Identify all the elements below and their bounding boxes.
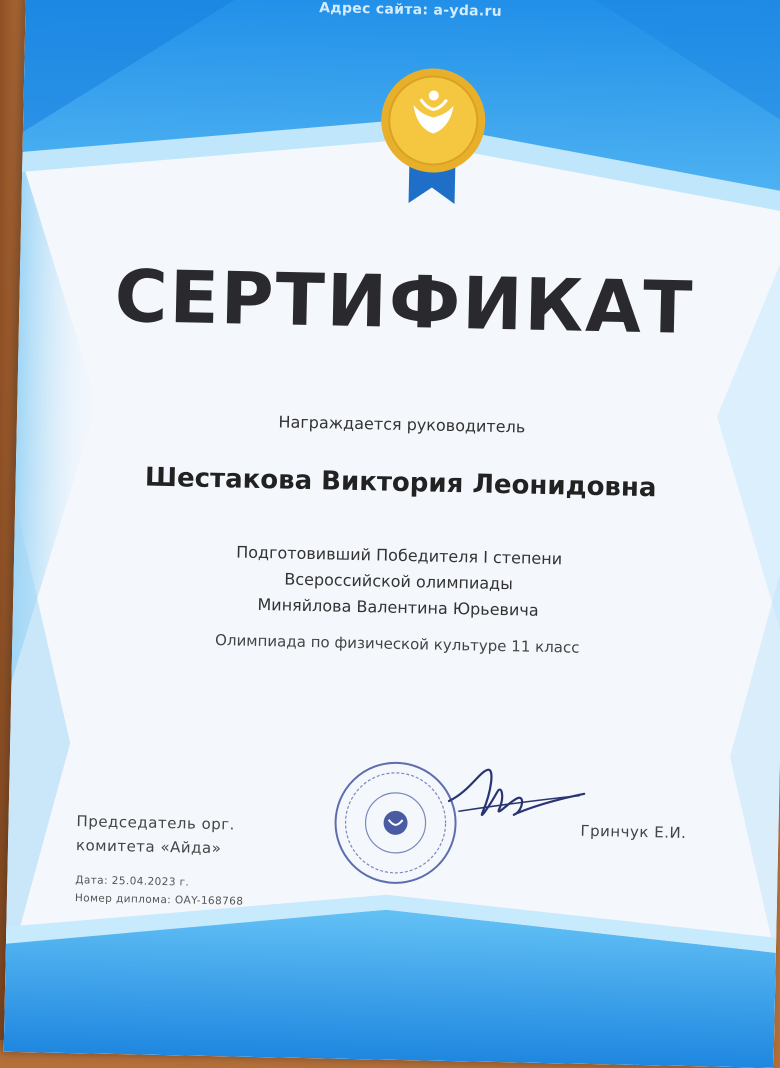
gold-medal-icon — [367, 64, 500, 207]
description-line: Миняйлова Валентина Юрьевича — [257, 594, 539, 620]
site-url-label: Адрес сайта: a-yda.ru — [319, 0, 503, 20]
certificate-sheet — [4, 0, 780, 1068]
recipient-name: Шестакова Виктория Леонидовна — [144, 462, 657, 504]
certificate-title: СЕРТИФИКАТ — [113, 253, 696, 350]
handwritten-signature — [438, 761, 589, 834]
diploma-number: Номер диплома: ОАY-168768 — [74, 892, 244, 908]
chair-title-line: Председатель орг. — [76, 812, 236, 834]
description-line: Всероссийской олимпиады — [284, 569, 514, 594]
chair-title — [76, 809, 235, 860]
signer-name: Гринчук Е.И. — [580, 821, 687, 842]
certificate-meta — [75, 871, 244, 911]
issue-date: Дата: 25.04.2023 г. — [75, 874, 190, 889]
olympiad-subject: Олимпиада по физической культуре 11 класс — [214, 631, 580, 657]
awarded-line: Награждается руководитель — [278, 412, 526, 437]
chair-title-line: комитета «Айда» — [75, 836, 222, 858]
description-line: Подготовивший Победителя I степени — [235, 542, 563, 569]
achievement-description — [13, 535, 780, 629]
